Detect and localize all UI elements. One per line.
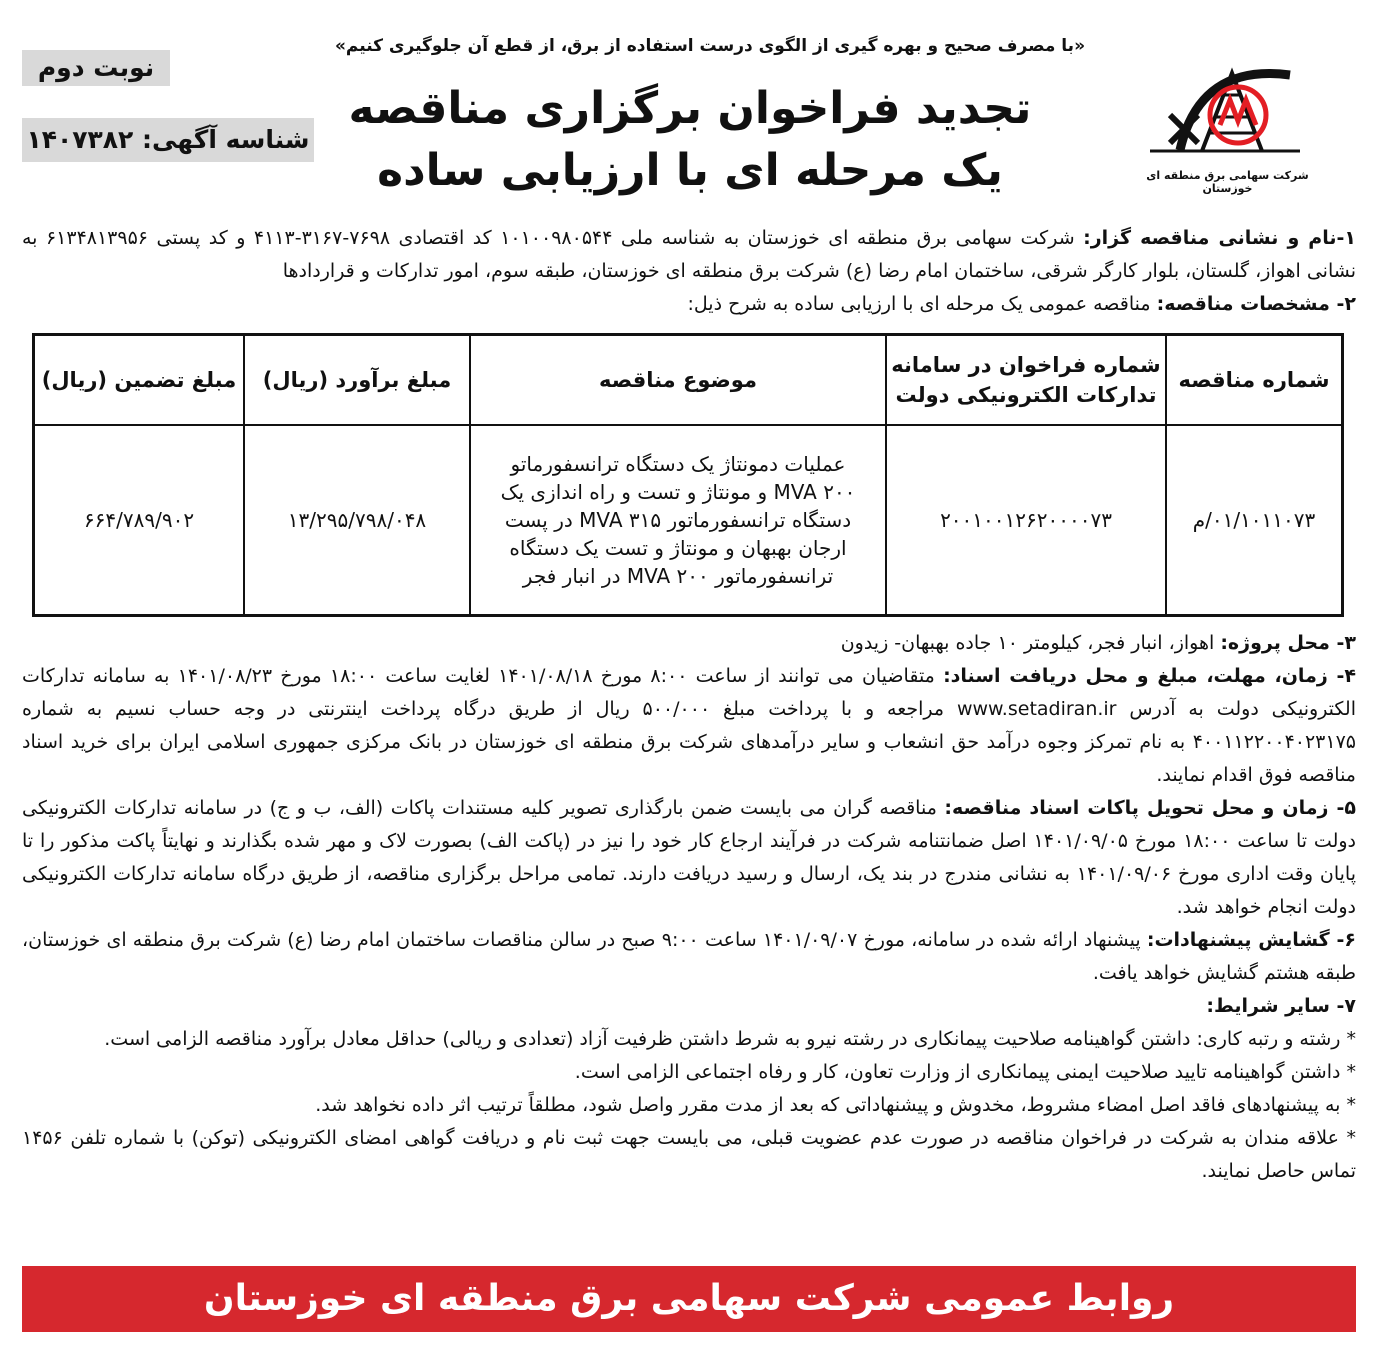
header-call-no: شماره فراخوان در سامانه تدارکات الکترونیکی دولت (886, 335, 1166, 426)
section-1-heading: ۱-نام و نشانی مناقصه گزار: (1083, 227, 1356, 249)
condition-item: * داشتن گواهینامه تایید صلاحیت ایمنی پیمانکاری از وزارت تعاون، کار و رفاه اجتماعی الزامی است. (574, 1061, 1356, 1083)
header-estimate: مبلغ برآورد (ریال) (244, 335, 470, 426)
public-relations-banner: روابط عمومی شرکت سهامی برق منطقه ای خوزستان (22, 1266, 1356, 1332)
cell-estimate: ۱۳/۲۹۵/۷۹۸/۰۴۸ (244, 425, 470, 616)
notice-body (22, 222, 1356, 1188)
header-guarantee: مبلغ تضمین (ریال) (34, 335, 245, 426)
tender-table (32, 333, 1344, 617)
header-subject: موضوع مناقصه (470, 335, 886, 426)
cell-call-no: ۲۰۰۱۰۰۱۲۶۲۰۰۰۰۷۳ (886, 425, 1166, 616)
section-1-text: شرکت سهامی برق منطقه ای خوزستان به شناسه ملی ۱۰۱۰۰۹۸۰۵۴۴ کد اقتصادی ۷۶۹۸-۳۱۶۷-۴۱۱۳ و کد پستی ۶۱۳۴۸۱۳۹۵۶ به نشانی اهواز، گلستان، بلوار کارگر شرقی، ساختمان امام رضا (ع) شرکت برق منطقه ای خوزستان، طبقه سوم، امور تدارکات و قراردادها (22, 227, 1356, 282)
company-logo (1140, 55, 1315, 195)
section-2-heading: ۲- مشخصات مناقصه: (1156, 293, 1356, 315)
section-5 (22, 792, 1356, 924)
section-6-text: پیشنهاد ارائه شده در سامانه، مورخ ۱۴۰۱/۰۹/۰۷ ساعت ۹:۰۰ صبح در سالن مناقصات ساختمان امام رضا (ع) شرکت برق منطقه ای خوزستان، طبقه هشتم گشایش خواهد یافت. (22, 929, 1356, 984)
cell-subject: عملیات دمونتاژ یک دستگاه ترانسفورماتو MVA ۲۰۰ و مونتاژ و تست و راه اندازی یک دستگاه ترانسفورماتور MVA ۳۱۵ در پست ارجان بهبهان و مونتاژ و تست یک دستگاه ترانسفورماتور MVA ۲۰۰ در انبار فجر (470, 425, 886, 616)
section-4-heading: ۴- زمان، مهلت، مبلغ و محل دریافت اسناد: (943, 665, 1357, 687)
condition-item: * علاقه مندان به شرکت در فراخوان مناقصه در صورت عدم عضویت قبلی، می بایست جهت ثبت نام و دریافت گواهی امضای الکترونیکی (توکن) با شماره تلفن ۱۴۵۶ تماس حاصل نمایند. (22, 1127, 1356, 1182)
condition-item: * رشته و رتبه کاری: داشتن گواهینامه صلاحیت پیمانکاری در رشته نیرو به شرط داشتن ظرفیت آزاد (تعدادی و ریالی) حداقل معادل برآورد مناقصه الزامی است. (104, 1028, 1356, 1050)
section-3 (22, 627, 1356, 660)
condition-item: * به پیشنهادهای فاقد اصل امضاء مشروط، مخدوش و پیشنهاداتی که بعد از مدت مقرر واصل شود، مطلقاً ترتیب اثر داده نخواهد شد. (315, 1094, 1356, 1116)
section-7-heading: ۷- سایر شرایط: (1206, 995, 1356, 1017)
motto-text: «با مصرف صحیح و بهره گیری از الگوی درست استفاده از برق، از قطع آن جلوگیری کنیم» (334, 36, 1086, 56)
title-line-2: یک مرحله ای با ارزیابی ساده (377, 145, 1003, 196)
section-4-text: متقاضیان می توانند از ساعت ۸:۰۰ مورخ ۱۴۰۱/۰۸/۱۸ لغایت ساعت ۱۸:۰۰ مورخ ۱۴۰۱/۰۸/۲۳ به سامانه تدارکات الکترونیکی دولت به آدرس www.setadiran.ir مراجعه و با پرداخت مبلغ ۵۰۰/۰۰۰ ریال از طریق درگاه پرداخت اینترنتی در وجه حساب نسیم به شماره ۴۰۰۱۱۲۲۰۰۴۰۲۳۱۷۵ به نام تمرکز وجوه درآمد حق انشعاب و سایر درآمدهای شرکت برق منطقه ای خوزستان در بانک مرکزی جمهوری اسلامی ایران برای خرید اسناد مناقصه فوق اقدام نمایند. (22, 665, 1356, 786)
section-2 (22, 288, 1356, 321)
section-4 (22, 660, 1356, 792)
page-title (330, 78, 1050, 202)
section-1 (22, 222, 1356, 288)
section-3-heading: ۳- محل پروژه: (1220, 632, 1356, 654)
logo-caption: شرکت سهامی برق منطقه ای خوزستان (1146, 169, 1309, 195)
cell-tender-no: ۰۱/۱۰۱۱۰۷۳/م (1166, 425, 1343, 616)
section-6 (22, 924, 1356, 990)
cell-guarantee: ۶۶۴/۷۸۹/۹۰۲ (34, 425, 245, 616)
table-row (34, 425, 1343, 616)
title-line-1: تجدید فراخوان برگزاری مناقصه (348, 83, 1032, 134)
section-5-text: مناقصه گران می بایست ضمن بارگذاری تصویر کلیه مستندات پاکات (الف، ب و ج) در سامانه تدارکات الکترونیکی دولت تا ساعت ۱۸:۰۰ مورخ ۱۴۰۱/۰۹/۰۵ اصل ضمانتنامه شرکت در فرآیند ارجاع کار خود را نیز در (پاکت الف) بصورت لاک و مهر شده بگذارند و نهایتاً پاکت مذکور را تا پایان وقت اداری مورخ ۱۴۰۱/۰۹/۰۶ به نشانی مندرج در بند یک، ارسال و رسید دریافت دارند. تمامی مراحل برگزاری مناقصه، از طریق درگاه سامانه تدارکات الکترونیکی دولت انجام خواهد شد. (22, 797, 1356, 918)
power-tower-logo-icon (1140, 55, 1315, 165)
section-2-text: مناقصه عمومی یک مرحله ای با ارزیابی ساده به شرح ذیل: (687, 293, 1151, 315)
section-3-text: اهواز، انبار فجر، کیلومتر ۱۰ جاده بهبهان- زیدون (840, 632, 1215, 654)
ad-id-badge: شناسه آگهی: ۱۴۰۷۳۸۲ (22, 118, 314, 162)
section-7 (22, 990, 1356, 1023)
round-badge: نوبت دوم (22, 50, 170, 86)
section-5-heading: ۵- زمان و محل تحویل پاکات اسناد مناقصه: (944, 797, 1356, 819)
header-tender-no: شماره مناقصه (1166, 335, 1343, 426)
table-header-row (34, 335, 1343, 426)
section-6-heading: ۶- گشایش پیشنهادات: (1146, 929, 1357, 951)
